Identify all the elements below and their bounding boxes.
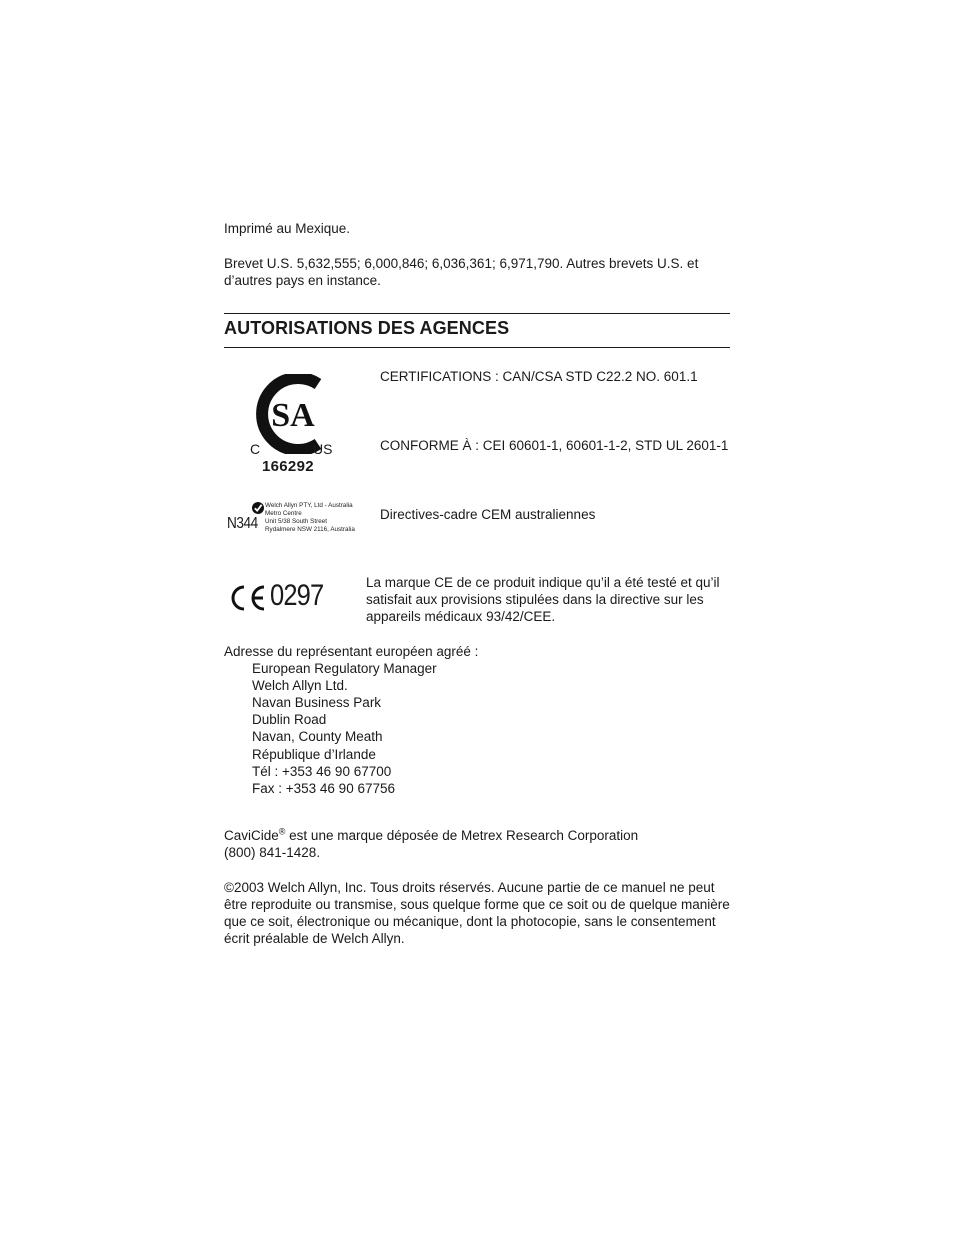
- csa-certifications: CERTIFICATIONS : CAN/CSA STD C22.2 NO. 601.1: [380, 369, 698, 384]
- eu-rep-phone: Tél : +353 46 90 67700: [252, 764, 392, 779]
- eu-rep-line: République d’Irlande: [252, 747, 376, 762]
- csa-us-label: US: [313, 441, 333, 457]
- c-tick-address-line: Rydalmere NSW 2116, Australia: [265, 526, 355, 533]
- c-tick-address-line: Metro Centre: [265, 510, 302, 517]
- ce-description: La marque CE de ce produit indique qu’il a été testé et qu’il satisfait aux provisions stipulées dans la directive sur les appareils médicaux 93/42/CEE.: [366, 575, 720, 624]
- cavicide-phone: (800) 841-1428.: [224, 845, 321, 860]
- copyright-notice: ©2003 Welch Allyn, Inc. Tous droits réservés. Aucune partie de ce manuel ne peut être reproduite ou transmise, sous quelque forme que ce soit ou de quelque manière que ce soit, électronique ou mécanique, dont la photocopie, sans le consentement écrit préalable de Welch Allyn.: [224, 880, 730, 946]
- eu-rep-line: Welch Allyn Ltd.: [252, 678, 348, 693]
- heading-top-rule: [224, 313, 730, 314]
- eu-rep-label: Adresse du représentant européen agréé :: [224, 644, 479, 659]
- eu-rep-line: Dublin Road: [252, 712, 327, 727]
- c-tick-description: Directives-cadre CEM australiennes: [380, 507, 596, 522]
- c-tick-code: N344: [227, 515, 258, 532]
- c-tick-address-line: Unit 5/38 South Street: [265, 518, 327, 525]
- heading-bottom-rule: [224, 347, 730, 348]
- ce-mark-icon: [230, 584, 270, 612]
- c-tick-icon: [251, 501, 265, 515]
- section-title: AUTORISATIONS DES AGENCES: [224, 318, 510, 338]
- cavicide-text: est une marque déposée de Metrex Research Corporation: [285, 828, 639, 843]
- eu-rep-line: European Regulatory Manager: [252, 661, 437, 676]
- svg-text:SA: SA: [271, 397, 315, 434]
- eu-rep-line: Navan, County Meath: [252, 729, 383, 744]
- patents-note: Brevet U.S. 5,632,555; 6,000,846; 6,036,361; 6,971,790. Autres brevets U.S. et d’autres pays en instance.: [224, 256, 699, 288]
- c-tick-address: [265, 502, 355, 534]
- registered-mark: ®: [278, 826, 286, 837]
- csa-conformity: CONFORME À : CEI 60601-1, 60601-1-2, STD UL 2601-1: [380, 438, 729, 453]
- cavicide-trademark: [224, 827, 638, 844]
- csa-c-label: C: [250, 441, 261, 457]
- csa-certificate-number: 166292: [262, 458, 314, 475]
- eu-rep-line: Navan Business Park: [252, 695, 382, 710]
- eu-rep-fax: Fax : +353 46 90 67756: [252, 781, 395, 796]
- ce-notified-body-number: 0297: [270, 579, 324, 612]
- cavicide-name: CaviCide: [224, 828, 279, 843]
- c-tick-address-line: Welch Allyn PTY, Ltd - Australia: [265, 502, 353, 509]
- printed-note: Imprimé au Mexique.: [224, 221, 351, 236]
